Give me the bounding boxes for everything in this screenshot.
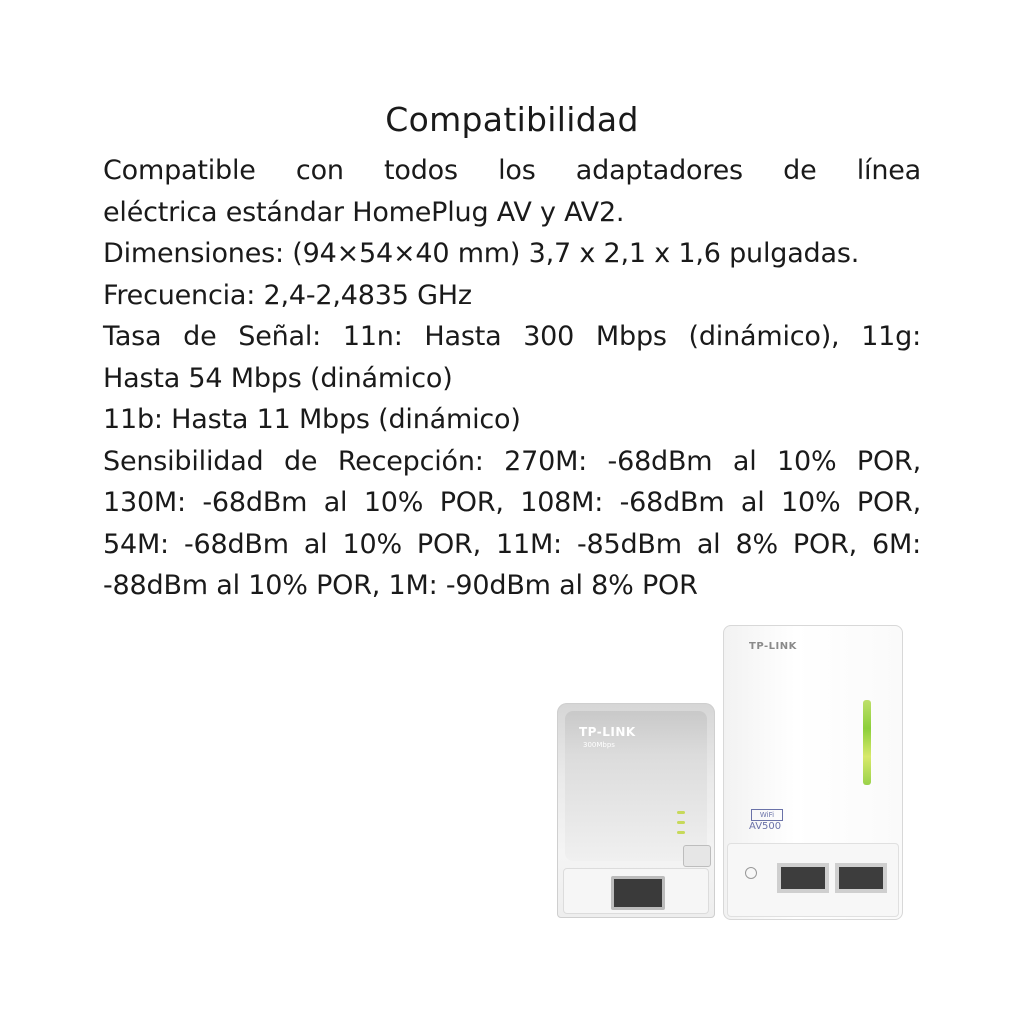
- wifi-badge: WiFi: [751, 809, 783, 821]
- ethernet-port: [777, 863, 829, 893]
- led-indicator: [677, 821, 685, 824]
- brand-logo: TP-LINK: [579, 725, 636, 739]
- spec-line: Compatible con todos los adaptadores de línea: [103, 155, 921, 186]
- spec-line: Sensibilidad de Recepción: 270M: -68dBm al 10% POR,: [103, 445, 921, 477]
- ethernet-port: [611, 876, 665, 910]
- spec-line: Frecuencia: 2,4-2,4835 GHz: [103, 279, 472, 311]
- spec-line: Hasta 54 Mbps (dinámico): [103, 362, 453, 394]
- led-bar: [863, 700, 871, 785]
- product-image: [555, 625, 905, 925]
- spec-line: 11b: Hasta 11 Mbps (dinámico): [103, 404, 521, 435]
- led-indicator: [677, 831, 685, 834]
- page-title: Compatibilidad: [385, 100, 639, 139]
- led-indicator: [677, 811, 685, 814]
- brand-logo: TP-LINK: [749, 641, 797, 652]
- speed-label: 300Mbps: [583, 741, 615, 749]
- reset-button-icon: [745, 867, 757, 879]
- powerline-adapter-large: [723, 625, 903, 920]
- spec-line: Tasa de Señal: 11n: Hasta 300 Mbps (dinámico), 11g:: [103, 321, 921, 352]
- spec-line: 130M: -68dBm al 10% POR, 108M: -68dBm al 10% POR,: [103, 487, 921, 518]
- spec-line: eléctrica estándar HomePlug AV y AV2.: [103, 196, 625, 228]
- pair-button: [683, 845, 711, 867]
- spec-text: [103, 150, 921, 607]
- model-label: AV500: [749, 821, 782, 832]
- spec-line: Dimensiones: (94×54×40 mm) 3,7 x 2,1 x 1,6 pulgadas.: [103, 238, 860, 269]
- spec-line: 54M: -68dBm al 10% POR, 11M: -85dBm al 8% POR, 6M:: [103, 528, 921, 560]
- powerline-adapter-small: [557, 703, 715, 918]
- ethernet-port: [835, 863, 887, 893]
- spec-line: -88dBm al 10% POR, 1M: -90dBm al 8% POR: [103, 570, 698, 601]
